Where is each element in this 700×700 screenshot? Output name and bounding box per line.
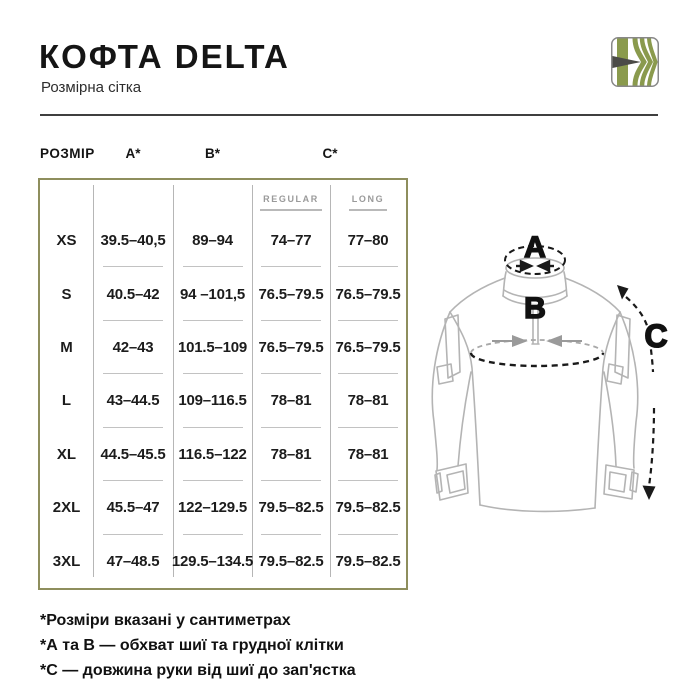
value-a: 42–43 <box>93 321 173 374</box>
value-b: 101.5–109 <box>173 321 252 374</box>
value-c-long: 77–80 <box>330 214 406 267</box>
footnote-c: *С — довжина руки від шиї до зап'ястка <box>40 662 356 679</box>
value-a: 44.5–45.5 <box>93 428 173 481</box>
column-label-size: РОЗМІР <box>40 146 95 161</box>
table-column-labels <box>38 146 408 161</box>
size-cell: 2XL <box>52 499 81 517</box>
shirt-measurement-diagram <box>420 222 700 522</box>
size-cell: 3XL <box>52 552 81 570</box>
value-c-long: 76.5–79.5 <box>330 267 406 320</box>
value-a: 47–48.5 <box>106 552 160 570</box>
value-c-long: 76.5–79.5 <box>330 321 406 374</box>
value-c-regular: 79.5–82.5 <box>258 552 324 570</box>
value-c-regular: 79.5–82.5 <box>252 481 330 534</box>
value-b: 116.5–122 <box>173 428 252 481</box>
value-c-long: 79.5–82.5 <box>335 552 401 570</box>
column-label-c: C* <box>322 146 338 161</box>
measure-label-a: A <box>524 231 546 264</box>
value-c-regular: 74–77 <box>252 214 330 267</box>
value-c-long: 79.5–82.5 <box>330 481 406 534</box>
value-b: 129.5–134.5 <box>171 552 254 570</box>
value-a: 40.5–42 <box>93 267 173 320</box>
footnotes <box>40 608 356 683</box>
page-title: КОФТА DELTA <box>39 38 290 75</box>
page-subtitle: Розмірна сітка <box>41 79 142 96</box>
footnote-ab: *А та В — обхват шиї та грудної клітки <box>40 637 344 654</box>
value-a: 45.5–47 <box>93 481 173 534</box>
value-c-long: 78–81 <box>330 428 406 481</box>
subheader-long: LONG <box>330 180 406 214</box>
value-c-long: 78–81 <box>330 374 406 427</box>
size-cell: XL <box>56 445 77 463</box>
size-cell: S <box>61 285 72 303</box>
value-b: 89–94 <box>173 214 252 267</box>
value-c-regular: 76.5–79.5 <box>252 321 330 374</box>
value-b: 109–116.5 <box>173 374 252 427</box>
value-a: 39.5–40,5 <box>93 214 173 267</box>
value-c-regular: 76.5–79.5 <box>252 267 330 320</box>
size-cell: L <box>61 392 72 410</box>
value-b: 122–129.5 <box>173 481 252 534</box>
column-label-b: B* <box>204 146 220 161</box>
brand-logo-icon <box>611 37 659 87</box>
size-table <box>38 178 408 590</box>
measure-b-ellipse-back <box>471 340 603 353</box>
footnote-units: *Розміри вказані у сантиметрах <box>40 612 291 629</box>
value-c-regular: 78–81 <box>252 428 330 481</box>
value-a: 43–44.5 <box>93 374 173 427</box>
size-cell: XS <box>56 232 77 250</box>
size-cell: M <box>60 339 73 357</box>
measure-label-b: B <box>524 292 546 325</box>
column-label-a: A* <box>125 146 141 161</box>
value-c-regular: 78–81 <box>252 374 330 427</box>
header-divider <box>40 114 658 116</box>
measure-label-c: C <box>644 318 668 354</box>
hem <box>480 505 595 511</box>
subheader-regular: REGULAR <box>252 180 330 214</box>
value-b: 94 –101,5 <box>173 267 252 320</box>
measure-b-ellipse-front <box>471 353 603 366</box>
